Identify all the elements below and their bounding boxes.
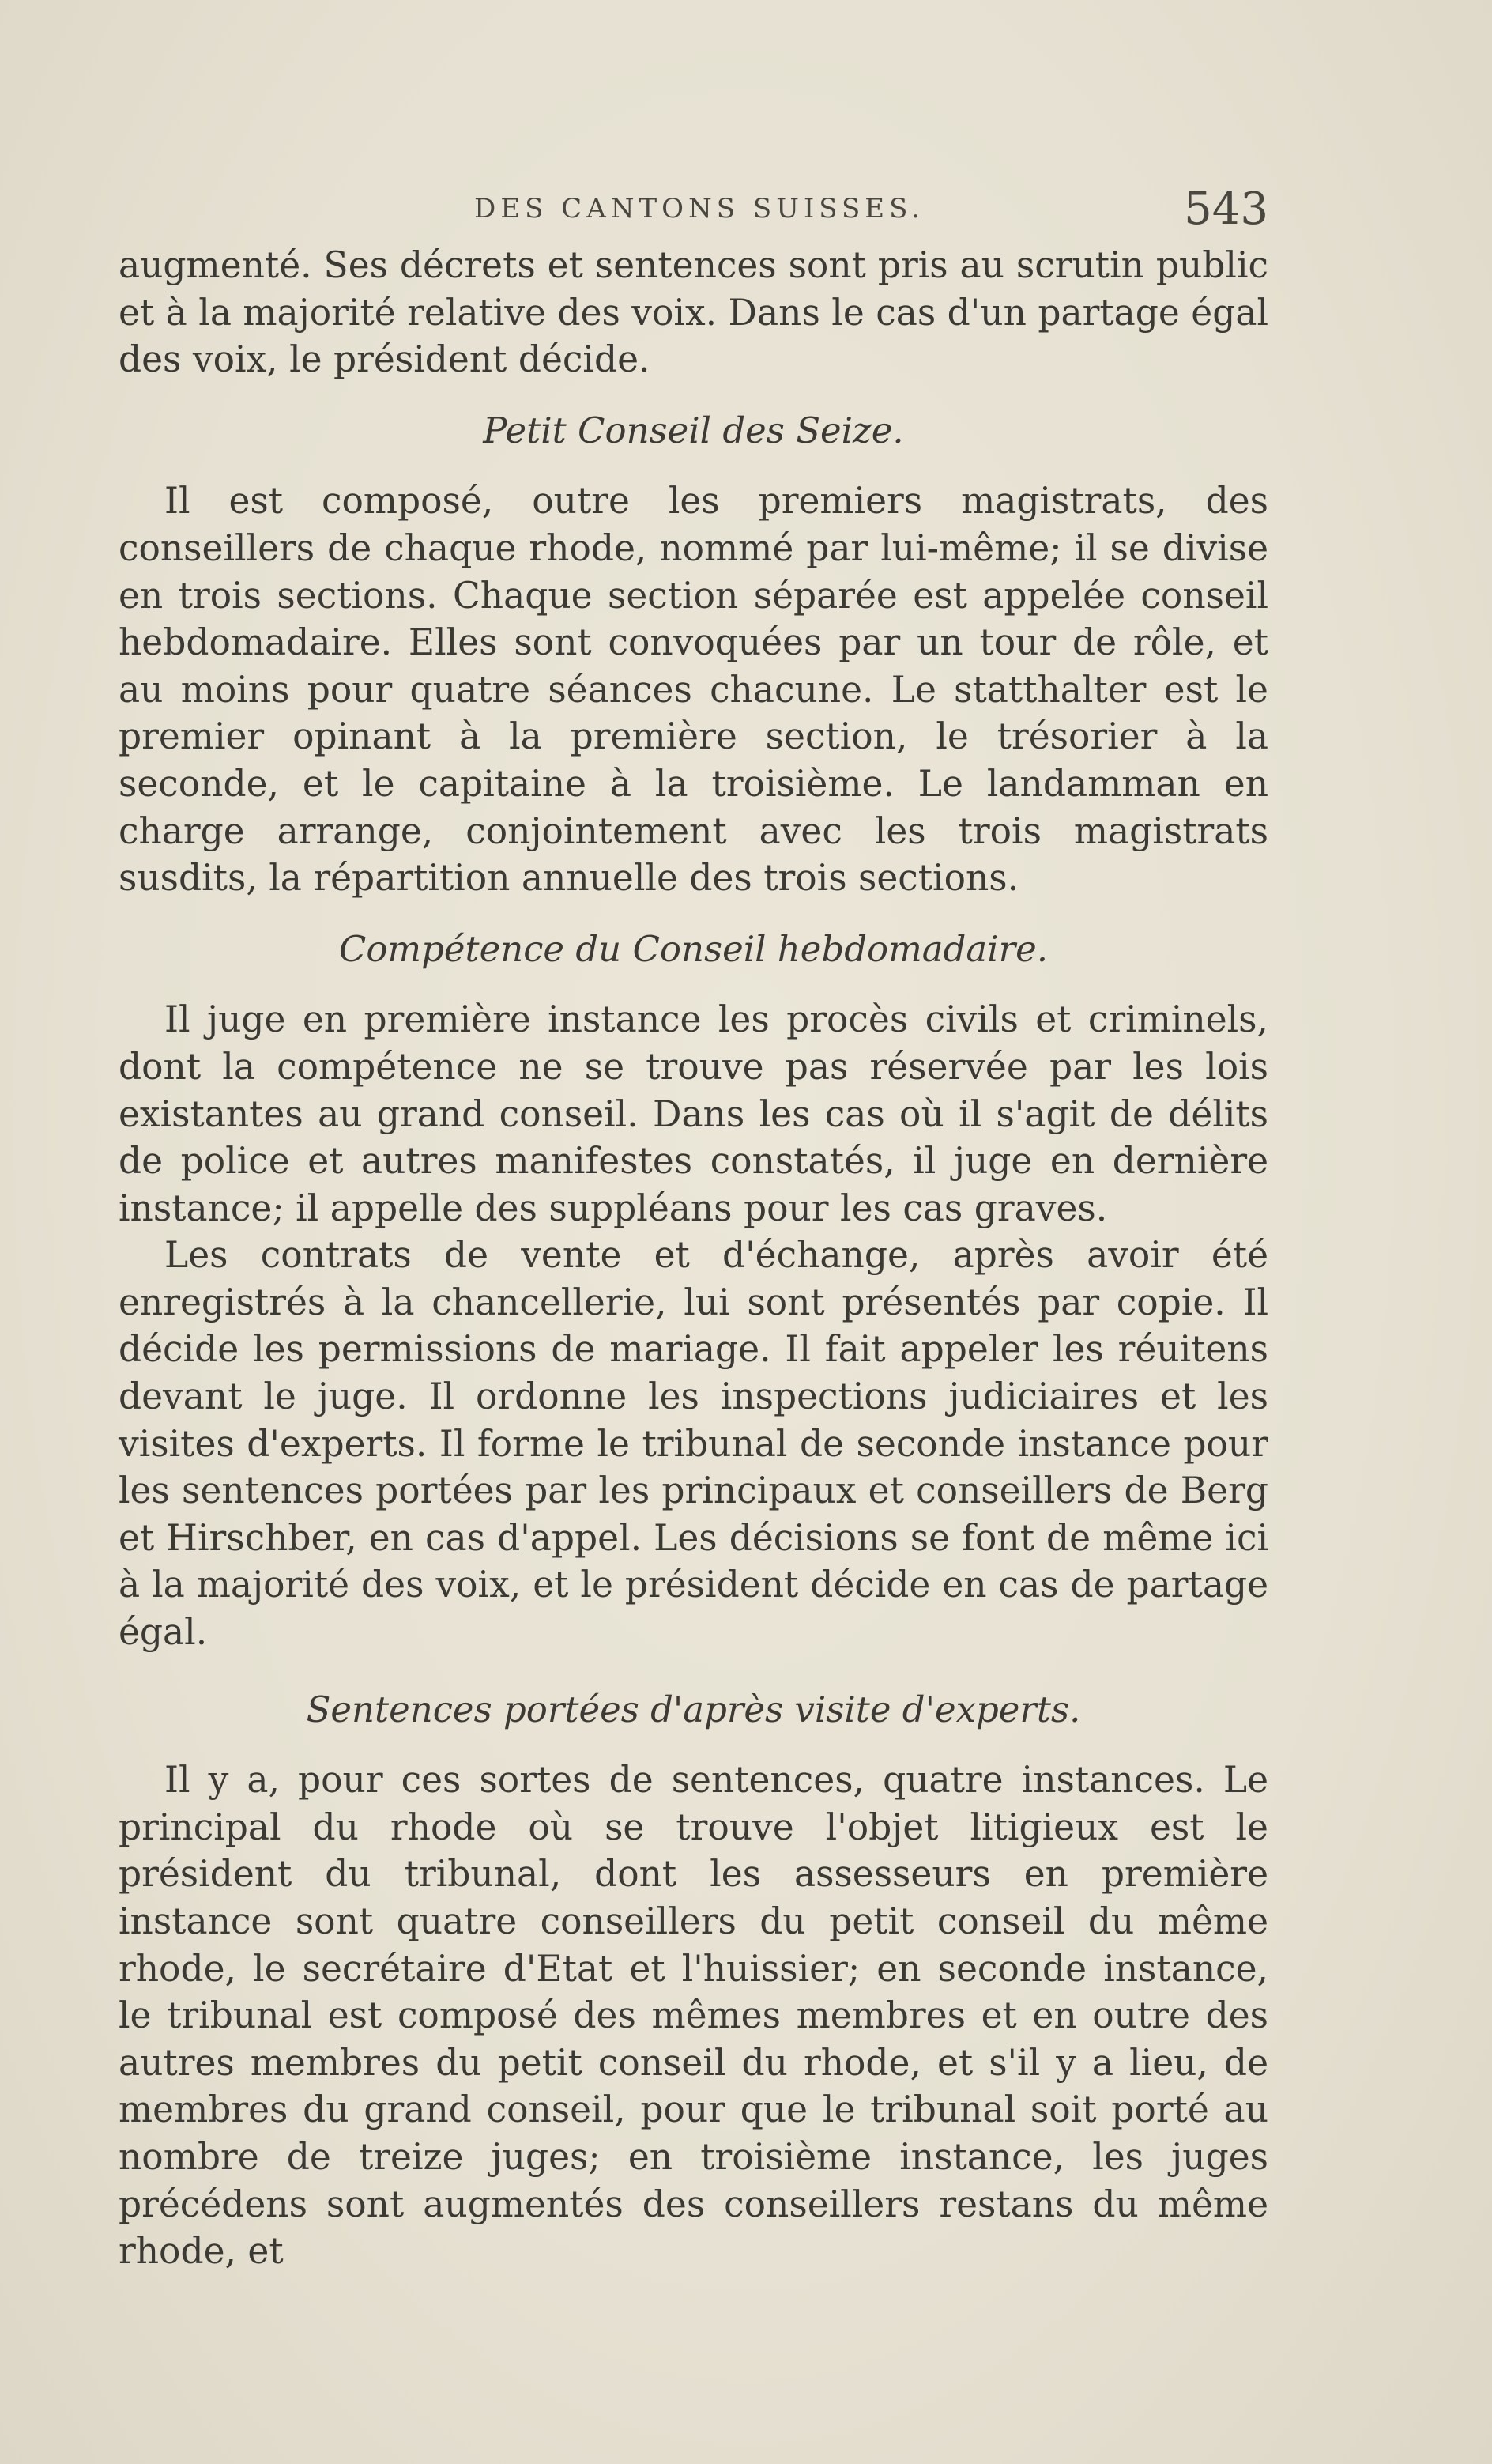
paragraph-composition: Il est composé, outre les premiers magistrats, des conseillers de chaque rhode, nommé par lui-même; il se divise en trois sections. Chaque section séparée est appelée conseil hebdomadaire. Elles sont convoquées par un tour de rôle, et au moins pour quatre séances chacune. Le statthalter est le premier opinant à la première section, le trésorier à la seconde, et le capitaine à la troisième. Le landamman en charge arrange, conjointement avec les trois magistrats susdits, la répartition annuelle des trois sections. (119, 480, 1268, 900)
paragraph-instances: Il y a, pour ces sortes de sentences, quatre instances. Le principal du rhode où se trouve l'objet litigieux est le président du tribunal, dont les assesseurs en première instance sont quatre conseillers du petit conseil du même rhode, le secrétaire d'Etat et l'huissier; en seconde instance, le tribunal est composé des mêmes membres et en outre des autres membres du petit conseil du rhode, et s'il y a lieu, de membres du grand conseil, pour que le tribunal soit porté au nombre de treize juges; en troisième instance, les juges précédens sont augmentés des conseillers restans du même rhode, et (119, 1759, 1268, 2273)
section-heading-sentences: Sentences portées d'après visite d'experts. (306, 1688, 1081, 1730)
running-head (119, 183, 1268, 239)
text-block (119, 242, 1268, 2275)
running-title: DES CANTONS SUISSES. (474, 193, 925, 225)
continuation-paragraph: augmenté. Ses décrets et sentences sont pris au scrutin public et à la majorité relative des voix. Dans le cas d'un partage égal des voix, le président décide. (119, 244, 1269, 381)
section-heading-petit-conseil: Petit Conseil des Seize. (483, 409, 904, 451)
paragraph-contracts: Les contrats de vente et d'échange, après avoir été enregistrés à la chancellerie, lui sont présentés par copie. Il décide les permissions de mariage. Il fait appeler les réuitens devant le juge. Il ordonne les inspections judiciaires et les visites d'experts. Il forme le tribunal de seconde instance pour les sentences portées par les principaux et conseillers de Berg et Hirschber, en cas d'appel. Les décisions se font de même ici à la majorité des voix, et le président décide en cas de partage égal. (119, 1234, 1268, 1654)
paragraph-jurisdiction: Il juge en première instance les procès civils et criminels, dont la compétence ne se trouve pas réservée par les lois existantes au grand conseil. Dans les cas où il s'agit de délits de police et autres manifestes constatés, il juge en dernière instance; il appelle des suppléans pour les cas graves. (119, 998, 1268, 1229)
section-heading-competence: Compétence du Conseil hebdomadaire. (338, 927, 1049, 970)
page-number: 543 (1184, 183, 1268, 235)
